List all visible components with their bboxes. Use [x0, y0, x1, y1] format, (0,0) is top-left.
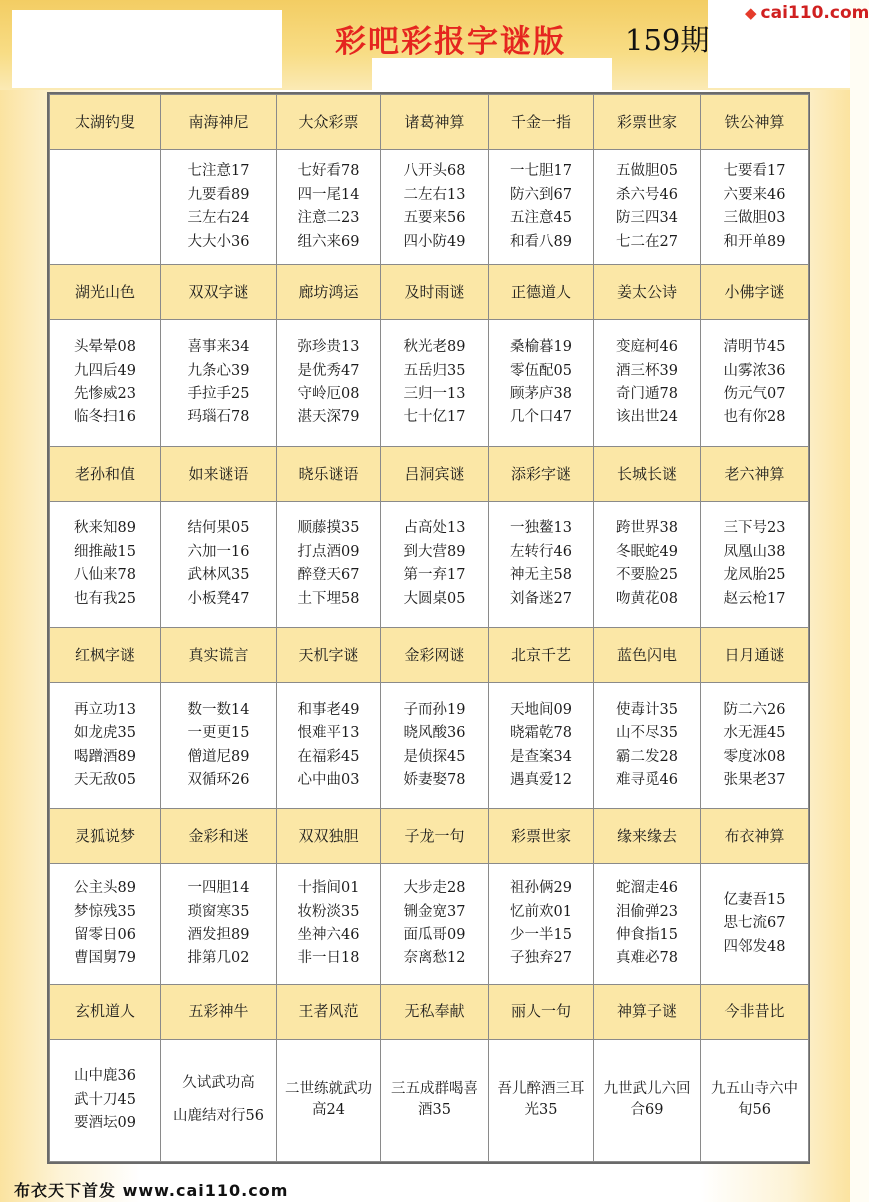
riddle-line: 清明节45 [723, 339, 786, 356]
riddle-line: 八开头68 [403, 163, 466, 180]
riddle-line: 一七胆17 [510, 163, 572, 180]
riddle-line: 山中鹿36 [74, 1068, 136, 1085]
riddle-line: 八仙来78 [74, 567, 136, 584]
riddle-line: 四小防49 [403, 233, 466, 250]
riddle-cell [381, 683, 489, 809]
riddle-line: 面瓜哥09 [403, 926, 466, 943]
expert-name-cell: 南海神尼 [161, 95, 277, 150]
riddle-line: 张果老37 [723, 772, 786, 789]
expert-name-cell: 姜太公诗 [594, 265, 701, 320]
riddle-line: 注意二23 [297, 210, 360, 227]
riddle-line: 小板凳47 [187, 590, 250, 607]
riddle-line: 该出世24 [616, 409, 678, 426]
expert-name-cell: 老六神算 [701, 446, 809, 501]
site-logo-text: cai110.com [760, 3, 869, 23]
riddle-cell [594, 864, 701, 984]
riddle-line: 九五山寺六中旬56 [711, 1081, 798, 1119]
expert-name-cell: 双双独胆 [277, 809, 381, 864]
riddle-cell [50, 150, 161, 265]
expert-name-row [50, 265, 809, 320]
riddle-line: 和开单89 [723, 233, 786, 250]
riddle-line: 也有你28 [723, 409, 786, 426]
riddle-line: 伤元气07 [723, 386, 786, 402]
riddle-line: 三归一13 [403, 386, 466, 402]
expert-name-row [50, 446, 809, 501]
riddle-line: 奇门遁78 [616, 386, 678, 402]
expert-name-cell: 金彩网谜 [381, 627, 489, 682]
riddle-line: 伸食指15 [616, 926, 678, 943]
riddle-line: 玛瑙石78 [187, 409, 250, 426]
riddle-line: 天地间09 [510, 701, 572, 718]
riddle-line: 弥珍贵13 [297, 339, 360, 356]
riddle-line: 天无敌05 [74, 772, 136, 789]
riddle-line: 是侦探45 [403, 748, 466, 765]
riddle-line: 秋来知89 [74, 520, 136, 537]
expert-name-cell: 布衣神算 [701, 809, 809, 864]
expert-name-cell: 无私奉献 [381, 984, 489, 1039]
riddle-line: 四一尾14 [297, 186, 360, 203]
riddle-line: 秋光老89 [403, 339, 466, 356]
riddle-line: 醉登天67 [297, 567, 360, 584]
riddle-line: 几个口47 [510, 409, 572, 426]
riddle-line: 恨难平13 [297, 725, 360, 742]
expert-name-cell: 彩票世家 [594, 95, 701, 150]
riddle-content-row [50, 864, 809, 984]
expert-name-row [50, 627, 809, 682]
riddle-line: 土下埋58 [297, 590, 360, 607]
riddle-line: 铏金宽37 [403, 903, 466, 920]
riddle-cell [489, 320, 594, 446]
riddle-line: 再立功13 [74, 701, 136, 718]
riddle-line: 防六到67 [510, 186, 572, 203]
riddle-line: 酒发担89 [187, 926, 250, 943]
riddle-cell [277, 320, 381, 446]
riddle-line: 在福彩45 [297, 748, 360, 765]
riddle-line: 头晕晕08 [74, 339, 136, 356]
riddle-cell [50, 1039, 161, 1161]
riddle-line: 五做胆05 [616, 163, 678, 180]
riddle-line: 数一数14 [187, 701, 250, 718]
expert-name-cell: 双双字谜 [161, 265, 277, 320]
riddle-cell [489, 501, 594, 627]
riddle-line: 忆前欢01 [510, 903, 572, 920]
riddle-cell [594, 1039, 701, 1161]
riddle-line: 九要看89 [187, 186, 250, 203]
riddle-cell [594, 683, 701, 809]
riddle-line: 吻黄花08 [616, 590, 678, 607]
riddle-line: 曹国舅79 [74, 950, 136, 967]
riddle-line: 九世武儿六回合69 [603, 1081, 691, 1119]
riddle-cell [701, 501, 809, 627]
riddle-line: 防三四34 [616, 210, 678, 227]
riddle-line: 第一弃17 [403, 567, 466, 584]
riddle-content-row [50, 320, 809, 446]
riddle-line: 和看八89 [510, 233, 572, 250]
riddle-line: 七十亿17 [403, 409, 466, 426]
riddle-line: 是优秀47 [297, 362, 360, 379]
riddle-cell [277, 501, 381, 627]
riddle-line: 七要看17 [723, 163, 786, 180]
riddle-cell [50, 683, 161, 809]
riddle-line: 是查案34 [510, 748, 572, 765]
riddle-line: 奈离愁12 [403, 950, 466, 967]
expert-name-cell: 缘来缘去 [594, 809, 701, 864]
riddle-line: 一更更15 [187, 725, 250, 742]
riddle-line: 遇真爱12 [510, 772, 572, 789]
riddle-line: 大大小36 [187, 233, 250, 250]
riddle-cell [161, 1039, 277, 1161]
riddle-line: 山雾浓36 [723, 362, 786, 379]
riddle-line: 刘备迷27 [510, 590, 572, 607]
issue-number: 159期 [625, 23, 710, 57]
riddle-line: 变庭柯46 [616, 339, 678, 356]
riddle-line: 心中曲03 [297, 772, 360, 789]
riddle-line: 五要来56 [403, 210, 466, 227]
riddle-line: 武十刀45 [74, 1091, 136, 1108]
riddle-cell [277, 1039, 381, 1161]
riddle-cell [701, 864, 809, 984]
riddle-cell [489, 864, 594, 984]
site-logo[interactable] [745, 3, 869, 23]
expert-name-row [50, 95, 809, 150]
riddle-line: 大步走28 [403, 880, 466, 897]
riddle-line: 大圆桌05 [403, 590, 466, 607]
riddle-cell [381, 1039, 489, 1161]
riddle-cell [161, 320, 277, 446]
expert-name-cell: 如来谜语 [161, 446, 277, 501]
expert-name-cell: 今非昔比 [701, 984, 809, 1039]
riddle-line: 七注意17 [187, 163, 250, 180]
riddle-line: 细推敲15 [74, 543, 136, 560]
riddle-line: 难寻觅46 [616, 772, 678, 789]
riddle-line: 坐神六46 [297, 926, 360, 943]
riddle-line: 龙凤胎25 [723, 567, 786, 584]
riddle-line: 四邻发48 [723, 938, 786, 955]
riddle-line: 少一半15 [510, 926, 572, 943]
riddle-line: 吾儿醉酒三耳光35 [497, 1081, 585, 1119]
riddle-cell [489, 1039, 594, 1161]
riddle-line: 神无主58 [510, 567, 572, 584]
riddle-line: 守岭厄08 [297, 386, 360, 402]
riddle-line: 顾茅庐38 [510, 386, 572, 402]
riddle-cell [381, 320, 489, 446]
riddle-line: 凤凰山38 [723, 543, 786, 560]
riddle-cell [381, 864, 489, 984]
riddle-line: 喜事来34 [187, 339, 250, 356]
riddle-line: 琐窗寒35 [187, 903, 250, 920]
riddle-line: 思七流67 [723, 915, 786, 932]
riddle-cell [161, 501, 277, 627]
expert-name-cell: 铁公神算 [701, 95, 809, 150]
riddle-line: 到大营89 [403, 543, 466, 560]
riddle-line: 晓霜乾78 [510, 725, 572, 742]
riddle-line: 七二在27 [616, 233, 678, 250]
expert-name-cell: 廊坊鸿运 [277, 265, 381, 320]
riddle-line: 二左右13 [403, 186, 466, 203]
riddle-cell [381, 150, 489, 265]
expert-name-cell: 丽人一句 [489, 984, 594, 1039]
expert-name-cell: 晓乐谜语 [277, 446, 381, 501]
riddle-line: 娇妻娶78 [403, 772, 466, 789]
riddle-line: 手拉手25 [187, 386, 250, 402]
riddle-cell [50, 501, 161, 627]
riddle-line: 也有我25 [74, 590, 136, 607]
logo-bullet-icon: ◆ [745, 4, 757, 22]
riddle-line: 六要来46 [723, 186, 786, 203]
riddle-line: 妆粉淡35 [297, 903, 360, 920]
expert-name-cell: 子龙一句 [381, 809, 489, 864]
riddle-line: 酒三杯39 [616, 362, 678, 379]
expert-name-cell: 正德道人 [489, 265, 594, 320]
riddle-line: 霸二发28 [616, 748, 678, 765]
riddle-line: 九四后49 [74, 362, 136, 379]
riddle-line: 使毒计35 [616, 701, 678, 718]
expert-name-cell: 老孙和值 [50, 446, 161, 501]
blank-panel-left [12, 10, 282, 88]
expert-name-cell: 王者风范 [277, 984, 381, 1039]
expert-name-cell: 北京千艺 [489, 627, 594, 682]
expert-name-cell: 天机字谜 [277, 627, 381, 682]
riddle-line: 蛇溜走46 [616, 880, 678, 897]
riddle-line: 跨世界38 [616, 520, 678, 537]
riddle-line: 一独鳌13 [510, 520, 572, 537]
expert-name-cell: 诸葛神算 [381, 95, 489, 150]
expert-name-cell: 真实谎言 [161, 627, 277, 682]
riddle-line: 三左右24 [187, 210, 250, 227]
riddle-cell [277, 683, 381, 809]
riddle-cell [701, 320, 809, 446]
riddle-line: 七好看78 [297, 163, 360, 180]
riddle-line: 杀六号46 [616, 186, 678, 203]
riddle-line: 留零日06 [74, 926, 136, 943]
expert-name-cell: 添彩字谜 [489, 446, 594, 501]
expert-name-cell: 长城长谜 [594, 446, 701, 501]
riddle-line: 十指间01 [297, 880, 360, 897]
riddle-cell [277, 150, 381, 265]
riddle-cell [277, 864, 381, 984]
riddle-content-row [50, 501, 809, 627]
riddle-line: 和事老49 [297, 701, 360, 718]
riddle-cell [489, 683, 594, 809]
riddle-line: 子独弃27 [510, 950, 572, 967]
riddle-cell [594, 150, 701, 265]
riddle-content-row [50, 683, 809, 809]
riddle-line: 武林风35 [187, 567, 250, 584]
riddle-line: 子而孙19 [403, 701, 466, 718]
riddle-line: 占高处13 [403, 520, 466, 537]
riddle-line: 桑榆暮19 [510, 339, 572, 356]
expert-name-cell: 五彩神牛 [161, 984, 277, 1039]
expert-name-cell: 神算子谜 [594, 984, 701, 1039]
riddle-line: 五注意45 [510, 210, 572, 227]
riddle-line: 六加一16 [187, 543, 250, 560]
expert-name-row [50, 984, 809, 1039]
riddle-cell [161, 150, 277, 265]
footer-credit: 布衣天下首发 www.cai110.com [14, 1181, 289, 1200]
riddle-cell [701, 683, 809, 809]
expert-name-cell: 玄机道人 [50, 984, 161, 1039]
riddle-line: 不要脸25 [616, 567, 678, 584]
riddle-line: 五岳归35 [403, 362, 466, 379]
riddle-line: 三下号23 [723, 520, 786, 537]
riddle-cell [701, 150, 809, 265]
riddle-line: 冬眠蛇49 [616, 543, 678, 560]
riddle-table [49, 94, 809, 1162]
riddle-cell [161, 683, 277, 809]
expert-name-cell: 及时雨谜 [381, 265, 489, 320]
expert-name-cell: 千金一指 [489, 95, 594, 150]
expert-name-cell: 金彩和迷 [161, 809, 277, 864]
riddle-line: 二世练就武功高24 [285, 1081, 372, 1119]
riddle-line: 左转行46 [510, 543, 572, 560]
riddle-line: 赵云枪17 [723, 590, 786, 607]
riddle-table-body [50, 95, 809, 1162]
riddle-line: 双循环26 [187, 772, 250, 789]
expert-name-cell: 日月通谜 [701, 627, 809, 682]
expert-name-cell: 彩票世家 [489, 809, 594, 864]
riddle-line: 防二六26 [723, 701, 786, 718]
riddle-cell [594, 320, 701, 446]
riddle-cell [594, 501, 701, 627]
riddle-line: 结何果05 [187, 520, 250, 537]
riddle-line: 先惨威23 [74, 386, 136, 402]
expert-name-cell: 红枫字谜 [50, 627, 161, 682]
riddle-line: 零度冰08 [723, 748, 786, 765]
riddle-line: 湛天深79 [297, 409, 360, 426]
riddle-line: 山不尽35 [616, 725, 678, 742]
riddle-content-row [50, 150, 809, 265]
riddle-line: 一四胆14 [187, 880, 250, 897]
expert-name-cell: 蓝色闪电 [594, 627, 701, 682]
riddle-line: 零伍配05 [510, 362, 572, 379]
riddle-line: 三做胆03 [723, 210, 786, 227]
riddle-line: 僧道尼89 [187, 748, 250, 765]
riddle-line: 山鹿结对行56 [173, 1108, 264, 1125]
expert-name-cell: 湖光山色 [50, 265, 161, 320]
riddle-line: 晓风酸36 [403, 725, 466, 742]
expert-name-cell: 大众彩票 [277, 95, 381, 150]
riddle-content-row [50, 1039, 809, 1161]
riddle-cell [381, 501, 489, 627]
page-title: 彩吧彩报字谜版 [335, 24, 566, 60]
riddle-cell [50, 864, 161, 984]
riddle-line: 临冬扫16 [74, 409, 136, 426]
expert-name-row [50, 809, 809, 864]
riddle-line: 真难必78 [616, 950, 678, 967]
expert-name-cell: 灵狐说梦 [50, 809, 161, 864]
expert-name-cell: 小佛字谜 [701, 265, 809, 320]
riddle-line: 九条心39 [187, 362, 250, 379]
riddle-line: 顺藤摸35 [297, 520, 360, 537]
riddle-line: 亿妻吾15 [723, 891, 786, 908]
riddle-line: 如龙虎35 [74, 725, 136, 742]
riddle-line: 组六来69 [297, 233, 360, 250]
riddle-line: 喝蹭酒89 [74, 748, 136, 765]
riddle-cell [161, 864, 277, 984]
riddle-line: 要酒坛09 [74, 1115, 136, 1132]
riddle-cell [489, 150, 594, 265]
riddle-line: 泪偷弹23 [616, 903, 678, 920]
expert-name-cell: 吕洞宾谜 [381, 446, 489, 501]
riddle-line: 排第几02 [187, 950, 250, 967]
riddle-line: 祖孙俩29 [510, 880, 572, 897]
riddle-line: 打点酒09 [297, 543, 360, 560]
riddle-cell [701, 1039, 809, 1161]
riddle-line: 水无涯45 [723, 725, 786, 742]
blank-panel-middle [372, 58, 612, 92]
riddle-line: 非一日18 [297, 950, 360, 967]
riddle-line: 三五成群喝喜酒35 [391, 1081, 478, 1119]
riddle-cell [50, 320, 161, 446]
riddle-table-frame [47, 92, 810, 1164]
riddle-line: 久试武功高 [182, 1075, 255, 1092]
riddle-line: 梦惊残35 [74, 903, 136, 920]
riddle-line: 公主头89 [74, 880, 136, 897]
expert-name-cell: 太湖钓叟 [50, 95, 161, 150]
